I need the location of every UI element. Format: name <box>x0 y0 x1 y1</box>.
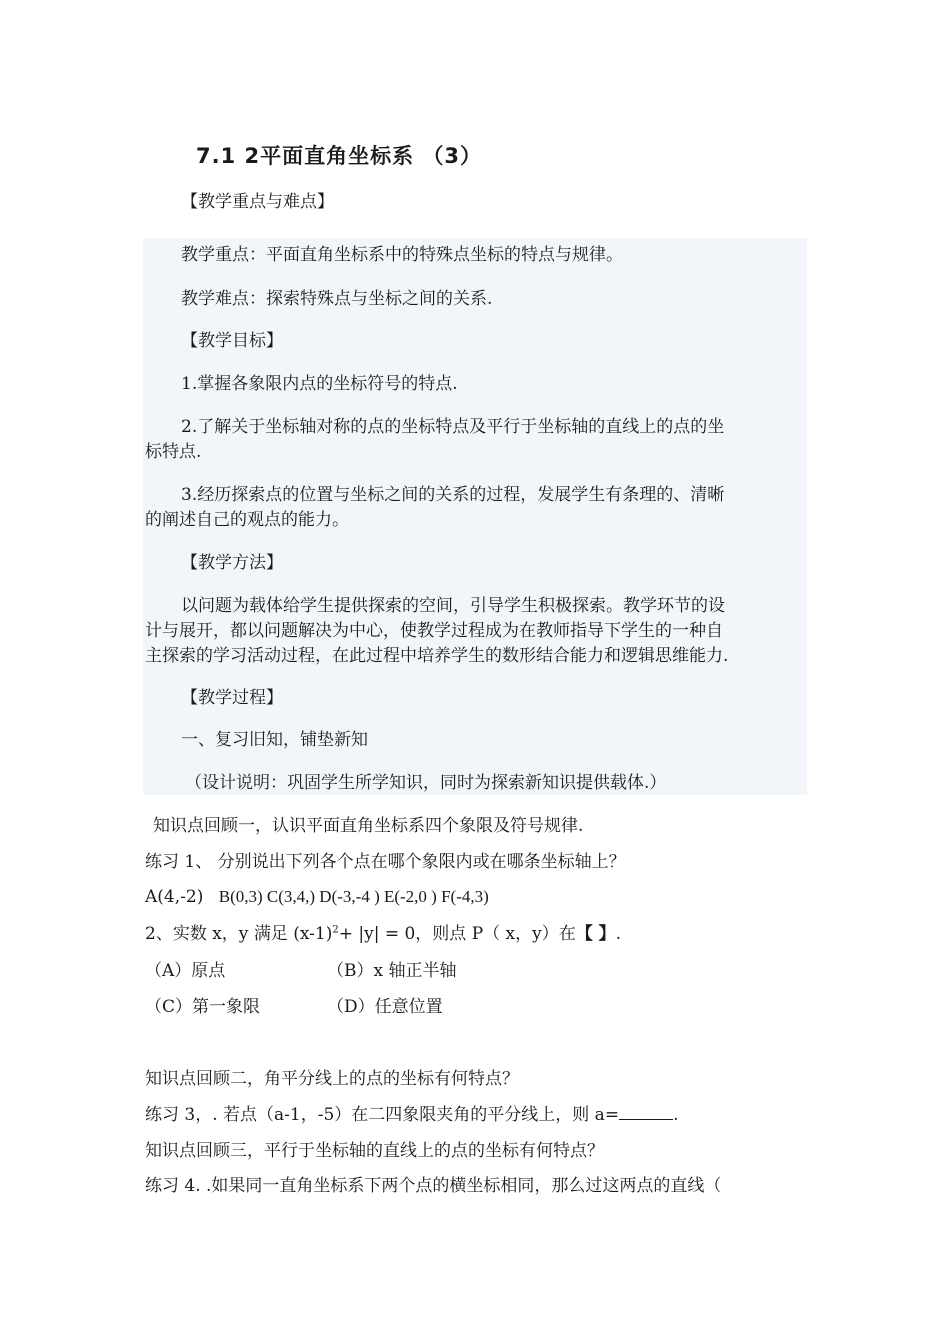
goal-1: 1.掌握各象限内点的坐标符号的特点. <box>181 374 458 394</box>
review-3: 知识点回顾三，平行于坐标轴的直线上的点的坐标有何特点？ <box>145 1141 604 1161</box>
difficulty-text: 教学难点：探索特殊点与坐标之间的关系. <box>181 289 493 309</box>
exercise-3 <box>145 1104 678 1126</box>
section-heading-method: 【教学方法】 <box>181 553 283 573</box>
option-b: （B）x 轴正半轴 <box>327 961 457 981</box>
exercise-4: 练习 4. .如果同一直角坐标系下两个点的横坐标相同，那么过这两点的直线（ <box>145 1176 722 1196</box>
exercise-2-end: . <box>615 924 622 944</box>
exercise-2-prefix: 2、实数 x，y 满足 (x-1) <box>145 924 333 944</box>
goal-3-line-2: 的阐述自己的观点的能力。 <box>145 510 349 530</box>
method-line-1: 以问题为载体给学生提供探索的空间，引导学生积极探索。教学环节的设 <box>181 596 725 616</box>
step-1-heading: 一、复习旧知，铺垫新知 <box>181 730 368 750</box>
answer-bracket: 【 】 <box>575 924 616 944</box>
exercise-1-points <box>145 886 489 908</box>
exercise-3-text: 练习 3，. 若点（a-1，-5）在二四象限夹角的平分线上，则 a= <box>145 1105 620 1125</box>
exercise-3-end: . <box>673 1105 679 1125</box>
key-point-text: 教学重点：平面直角坐标系中的特殊点坐标的特点与规律。 <box>181 245 623 265</box>
method-line-3: 主探索的学习活动过程，在此过程中培养学生的数形结合能力和逻辑思维能力. <box>145 646 729 666</box>
option-c: （C）第一象限 <box>145 997 261 1017</box>
design-note: （设计说明：巩固学生所学知识，同时为探索新知识提供载体.） <box>185 773 667 793</box>
goal-2-line-2: 标特点. <box>145 442 202 462</box>
answer-blank <box>619 1105 673 1120</box>
goal-2-line-1: 2.了解关于坐标轴对称的点的坐标特点及平行于坐标轴的直线上的点的坐 <box>181 417 725 437</box>
exercise-1: 练习 1、 分别说出下列各个点在哪个象限内或在哪条坐标轴上？ <box>145 852 626 872</box>
goal-3-line-1: 3.经历探索点的位置与坐标之间的关系的过程，发展学生有条理的、清晰 <box>181 485 725 505</box>
point-a: A(4,-2) <box>145 887 204 907</box>
review-1: 知识点回顾一，认识平面直角坐标系四个象限及符号规律. <box>153 816 584 836</box>
method-line-2: 计与展开，都以问题解决为中心，使教学过程成为在教师指导下学生的一种自 <box>145 621 723 641</box>
points-b-to-f: B(0,3) C(3,4,) D(-3,-4 ) E(-2,0 ) F(-4,3) <box>218 887 489 906</box>
exercise-2 <box>145 923 621 945</box>
review-2: 知识点回顾二，角平分线上的点的坐标有何特点？ <box>145 1069 519 1089</box>
section-heading-process: 【教学过程】 <box>181 688 283 708</box>
exercise-2-middle: + |y| = 0，则点 P（ x，y）在 <box>338 924 576 944</box>
page-title: 7.1 2平面直角坐标系 （3） <box>196 144 483 168</box>
section-heading-goals: 【教学目标】 <box>181 331 283 351</box>
exponent: 2 <box>332 924 339 936</box>
section-heading-key-points: 【教学重点与难点】 <box>181 192 334 212</box>
option-d: （D）任意位置 <box>327 997 443 1017</box>
option-a: （A）原点 <box>145 961 226 981</box>
